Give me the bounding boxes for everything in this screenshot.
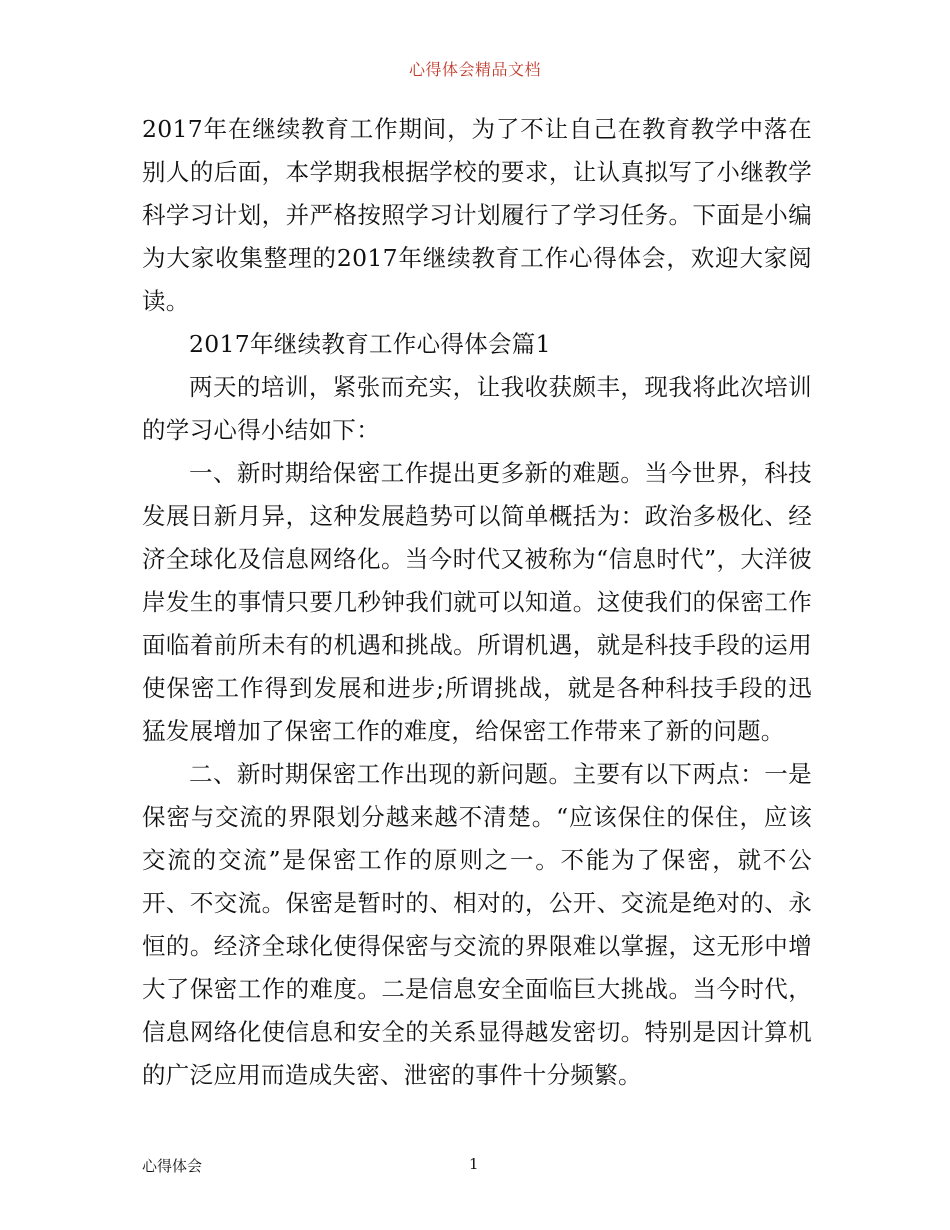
intro-paragraph: 2017年在继续教育工作期间，为了不让自己在教育教学中落在别人的后面，本学期我根据学校的要求，让认真拟写了小继教学科学习计划，并严格按照学习计划履行了学习任务。下面是小编为大家收集整理的2017年继续教育工作心得体会，欢迎大家阅读。 [142, 115, 812, 315]
body-paragraph: 一、新时期给保密工作提出更多新的难题。当今世界，科技发展日新月异，这种发展趋势可以简单概括为：政治多极化、经济全球化及信息网络化。当今时代又被称为“信息时代”，大洋彼岸发生的事情只要几秒钟我们就可以知道。这使我们的保密工作面临着前所未有的机遇和挑战。所谓机遇，就是科技手段的运用使保密工作得到发展和进步;所谓挑战，就是各种科技手段的迅猛发展增加了保密工作的难度，给保密工作带来了新的问题。 [142, 459, 812, 745]
body-paragraph: 二、新时期保密工作出现的新问题。主要有以下两点：一是保密与交流的界限划分越来越不清楚。“应该保住的保住，应该交流的交流”是保密工作的原则之一。不能为了保密，就不公开、不交流。保密是暂时的、相对的，公开、交流是绝对的、永恒的。经济全球化使得保密与交流的界限难以掌握，这无形中增大了保密工作的难度。二是信息安全面临巨大挑战。当今时代，信息网络化使信息和安全的关系显得越发密切。特别是因计算机的广泛应用而造成失密、泄密的事件十分频繁。 [142, 760, 812, 1089]
section-heading: 2017年继续教育工作心得体会篇1 [189, 330, 551, 358]
page-header-title: 心得体会精品文档 [408, 60, 541, 79]
body-paragraph: 两天的培训，紧张而充实，让我收获颇丰，现我将此次培训的学习心得小结如下： [142, 373, 812, 444]
footer-label: 心得体会 [142, 1157, 203, 1175]
document-body [142, 108, 812, 1097]
page-number: 1 [469, 1155, 479, 1173]
